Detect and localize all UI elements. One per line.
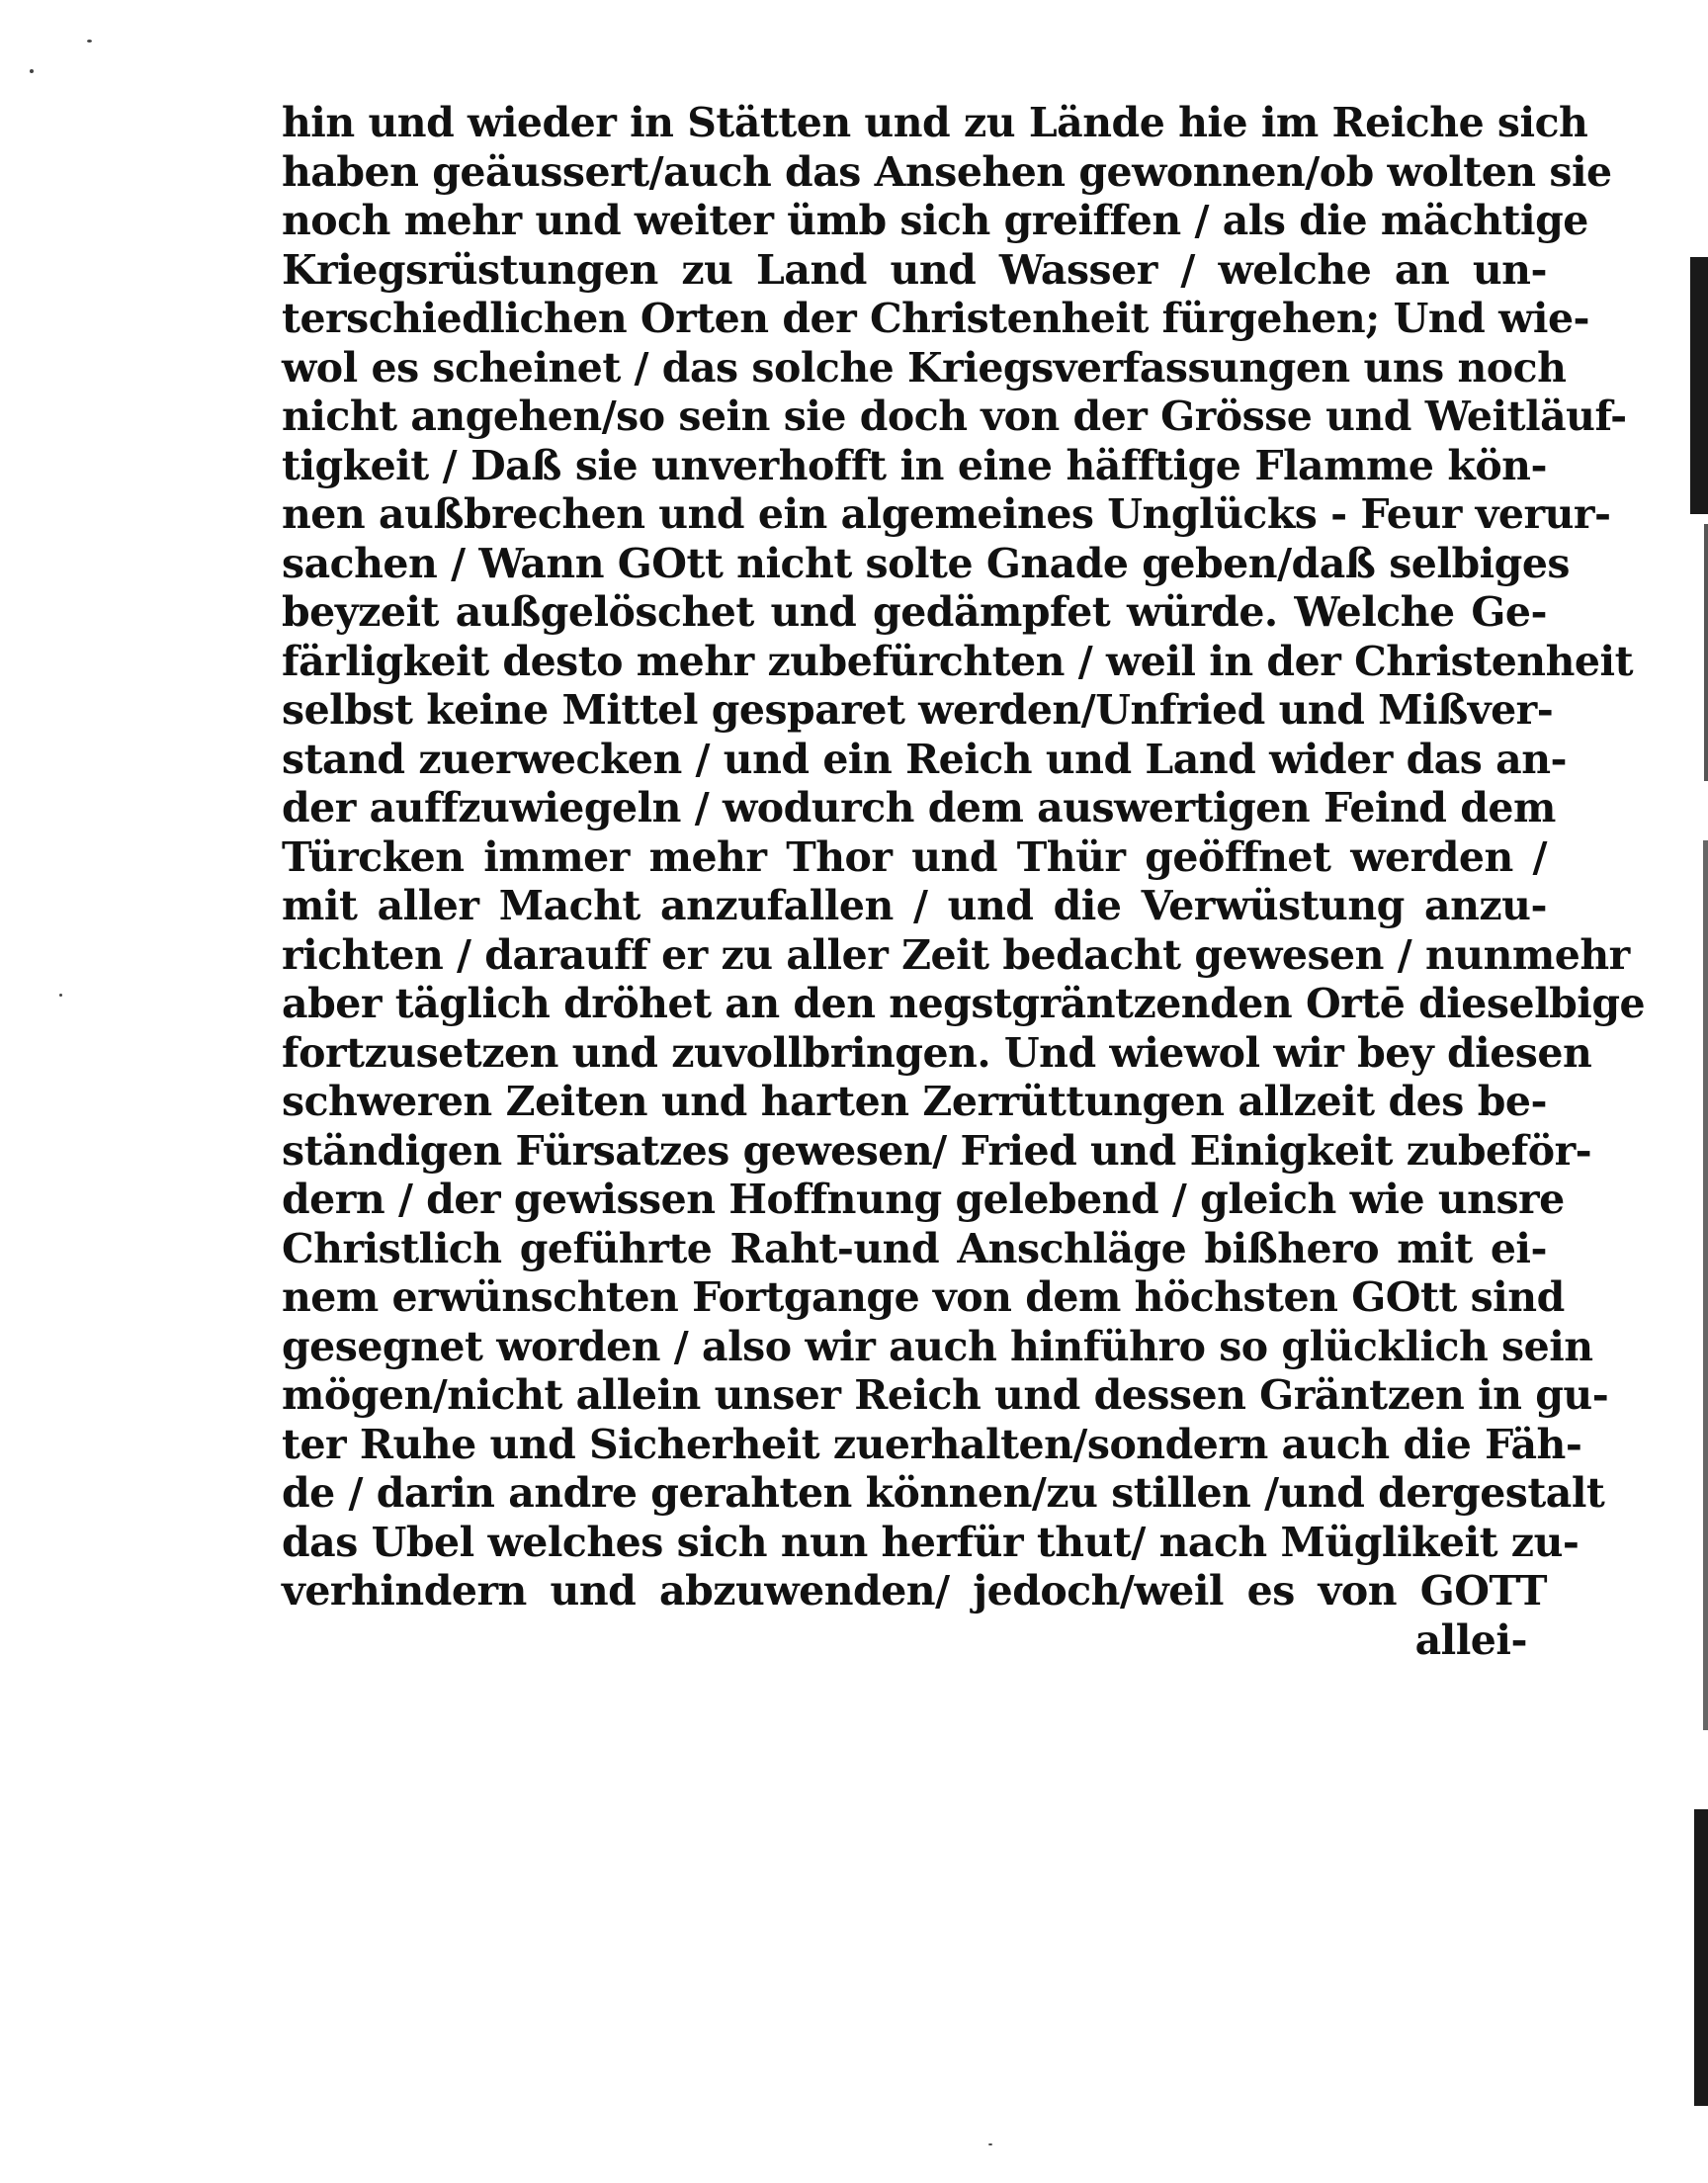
text-line: fortzusetzen und zuvollbringen. Und wiewol wir bey diesen [282,1028,1592,1077]
text-line: nen außbrechen und ein algemeines Unglücks - Feur verur- [282,490,1611,538]
edge-thin-band [1704,524,1708,781]
text-line: noch mehr und weiter ümb sich greiffen / als die mächtige [282,197,1588,244]
text-line: ständigen Fürsatzes gewesen/ Fried und Einigkeit zubeför- [282,1126,1592,1175]
text-line: nem erwünschten Fortgange von dem höchsten GOtt sind [282,1273,1565,1321]
text-line: ter Ruhe und Sicherheit zuerhalten/sondern auch die Fäh- [282,1420,1582,1468]
body-text [282,99,1646,1665]
text-line: Kriegsrüstungen zu Land und Wasser / welche an un- [282,245,1547,294]
text-line: stand zuerwecken / und ein Reich und Land wider das an- [282,735,1568,783]
text-line: dern / der gewissen Hoffnung gelebend / gleich wie unsre [282,1176,1565,1223]
text-line: tigkeit / Daß sie unverhofft in eine häfftige Flamme kön- [282,441,1547,489]
scan-speck [87,40,92,43]
text-line: der auffzuwiegeln / wodurch dem auswertigen Feind dem [282,784,1556,831]
text-line: hin und wieder in Stätten und zu Lände hie im Reiche sich [282,99,1588,146]
text-line: beyzeit außgelöschet und gedämpfet würde. Welche Ge- [282,588,1547,636]
text-line: terschiedlichen Orten der Christenheit fürgehen; Und wie- [282,295,1590,342]
text-line: mit aller Macht anzufallen / und die Verwüstung anzu- [282,882,1547,929]
text-line: gesegnet worden / also wir auch hinführo so glücklich sein [282,1322,1593,1370]
text-line: verhindern und abzuwenden/ jedoch/weil es von GOTT [282,1567,1547,1615]
text-line: mögen/nicht allein unser Reich und dessen Gräntzen in gu- [282,1371,1609,1419]
text-line: aber täglich dröhet an den negstgräntzenden Ortē dieselbige [282,980,1646,1027]
text-line: selbst keine Mittel gesparet werden/Unfried und Mißver- [282,686,1554,734]
text-line: Christlich geführte Raht-und Anschläge bißhero mit ei- [282,1224,1547,1272]
text-line: färligkeit desto mehr zubefürchten / weil in der Christenheit [282,637,1634,685]
text-line: nicht angehen/so sein sie doch von der Grösse und Weitläuf- [282,393,1627,440]
text-line: schweren Zeiten und harten Zerrüttungen allzeit des be- [282,1078,1547,1125]
text-line: wol es scheinet / das solche Kriegsverfassungen uns noch [282,343,1567,392]
edge-dark-band [1690,257,1708,514]
scan-speck [30,69,34,73]
edge-thin-band [1703,840,1708,1730]
text-line: das Ubel welches sich nun herfür thut/ nach Müglikeit zu- [282,1518,1580,1566]
text-line: richten / darauff er zu aller Zeit bedacht gewesen / nunmehr [282,930,1630,979]
scan-speck [59,994,62,997]
text-line: Türcken immer mehr Thor und Thür geöffnet werden / [282,832,1547,881]
scan-speck [988,2143,992,2145]
catchword: allei- [1414,1615,1527,1664]
edge-dark-band [1694,1809,1708,2106]
text-line: sachen / Wann GOtt nicht solte Gnade geben/daß selbiges [282,539,1571,587]
text-line: haben geäussert/auch das Ansehen gewonnen/ob wolten sie [282,147,1612,196]
text-line: de / darin andre gerahten können/zu stillen /und dergestalt [282,1469,1605,1517]
page-edge-shadow [1686,227,1708,2106]
